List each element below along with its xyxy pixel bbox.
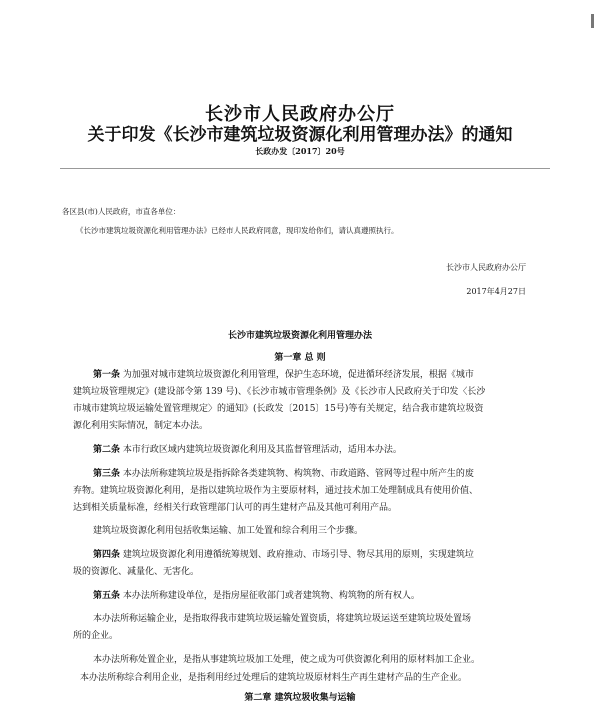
article-1-text: 为加强对城市建筑垃圾资源化利用管理，保护生态环境，促进循环经济发展，根据《城市 [122,370,474,380]
notice-signatory: 长沙市人民政府办公厅 [446,263,526,272]
article-1-line3: 市城市建筑垃圾运输处置管理规定〉的通知》(长政发〔2015〕15号)等有关规定，结合我市建筑垃圾资 [73,404,484,414]
article-4-text: 建筑垃圾资源化利用遵循统筹规划、政府推动、市场引导、物尽其用的原则，实现建筑垃 [122,550,474,560]
article-5-paragraph4: 本办法所称综合利用企业，是指利用经过处理后的建筑垃圾原材料生产再生建材产品的生产企业。 [80,673,468,683]
article-3 [93,466,474,482]
article-1-line4: 源化利用实际情况，制定本办法。 [73,421,209,431]
regulation-title: 长沙市建筑垃圾资源化利用管理办法 [227,331,372,341]
article-3-line3: 达到相关质量标准，经相关行政管理部门认可的再生建材产品及其他可利用产品。 [73,503,398,513]
notice-recipients: 各区县(市)人民政府，市直各单位： [62,207,181,216]
article-5-paragraph2: 本办法所称运输企业，是指取得我市建筑垃圾运输处置资质，将建筑垃圾运送至建筑垃圾处置场 [93,614,472,624]
article-4-label: 第四条 [93,550,121,560]
article-3-line2: 弃物。建筑垃圾资源化利用，是指以建筑垃圾作为主要原材料，通过技术加工处理制成具有使用价值、 [73,486,479,496]
notice-date: 2017年4月27日 [466,287,526,296]
article-3-paragraph2: 建筑垃圾资源化利用包括收集运输、加工处置和综合利用三个步骤。 [93,526,364,536]
notice-title-line2: 关于印发《长沙市建筑垃圾资源化利用管理办法》的通知 [87,125,513,145]
chapter-2-heading: 第二章 建筑垃圾收集与运输 [244,693,356,703]
notice-title-line1: 长沙市人民政府办公厅 [205,104,395,125]
article-5-label: 第五条 [93,591,121,601]
document-number: 长政办发〔2017〕20号 [255,146,345,156]
notice-body: 《长沙市建筑垃圾资源化利用管理办法》已经市人民政府同意，现印发给你们，请认真遵照执行。 [76,226,399,235]
chapter-1-heading: 第一章 总 则 [274,353,326,363]
article-3-label: 第三条 [93,469,121,479]
header-divider [60,168,550,169]
article-1-line2: 建筑垃圾管理规定》(建设部令第 139 号)、《长沙市城市管理条例》及《长沙市人民政府关于印发〈长沙 [73,387,486,397]
article-4 [93,547,474,563]
article-5-paragraph2-line2: 所的企业。 [73,631,119,641]
article-1-label: 第一条 [93,370,121,380]
article-5 [93,588,420,604]
article-2-text: 本市行政区域内建筑垃圾资源化利用及其监督管理活动，适用本办法。 [122,445,402,455]
article-2-label: 第二条 [93,445,121,455]
article-3-text: 本办法所称建筑垃圾是指拆除各类建筑物、构筑物、市政道路、管网等过程中所产生的废 [122,469,474,479]
article-1 [93,367,474,383]
article-4-line2: 圾的资源化、减量化、无害化。 [73,567,200,577]
article-2 [93,442,402,458]
scan-edge-mark [591,14,594,28]
article-5-paragraph3: 本办法所称处置企业，是指从事建筑垃圾加工处理，使之成为可供资源化利用的原材料加工企业。 [93,655,481,665]
article-5-text: 本办法所称建设单位，是指房屋征收部门或者建筑物、构筑物的所有权人。 [122,591,420,601]
